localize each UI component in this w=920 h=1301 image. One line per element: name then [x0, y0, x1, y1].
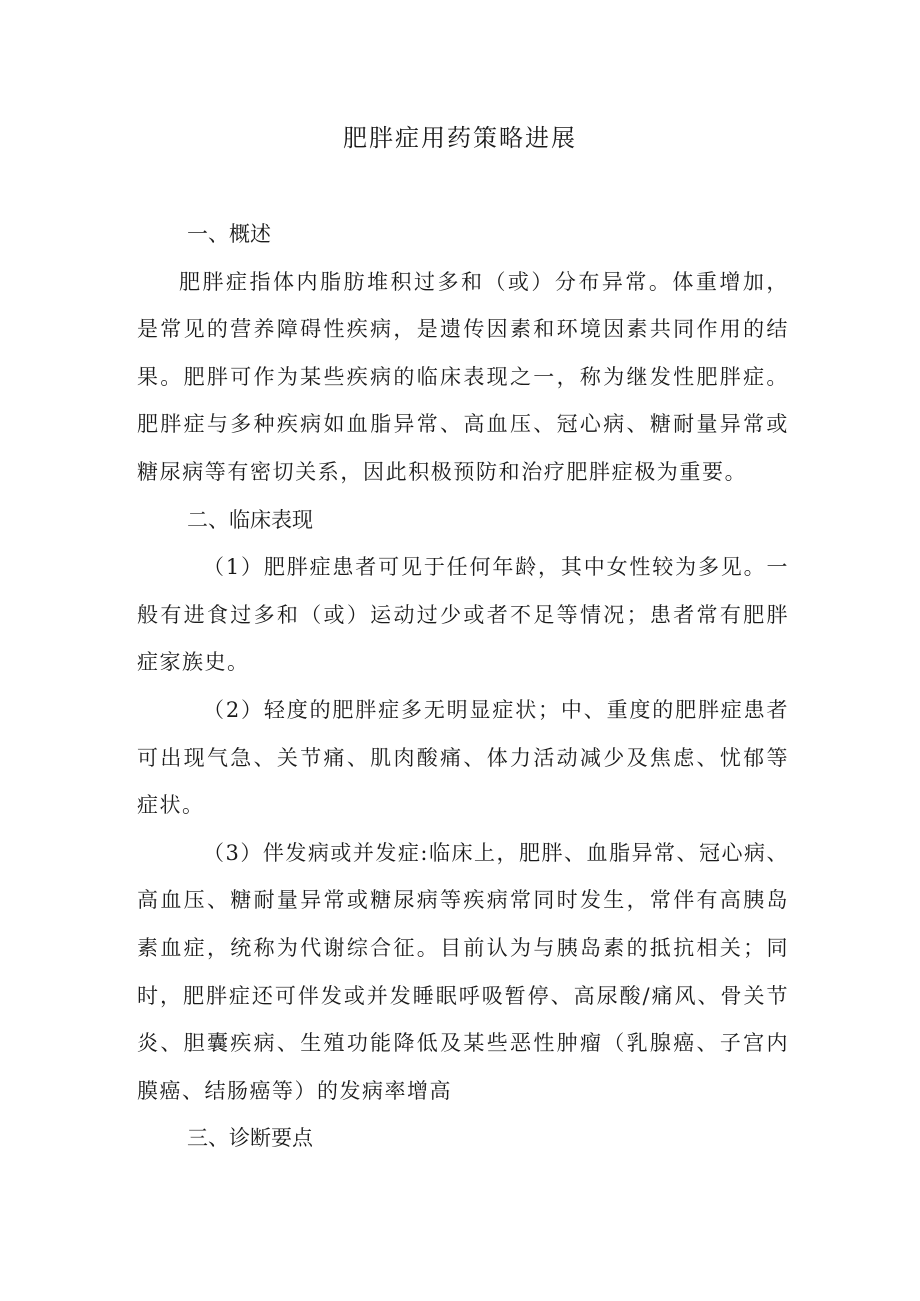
document-body [137, 211, 789, 1163]
document-title: 肥胖症用药策略进展 [343, 124, 577, 152]
overview-paragraph: 肥胖症指体内脂肪堆积过多和（或）分布异常。体重增加，是常见的营养障碍性疾病，是遗传因素和环境因素共同作用的结果。肥胖可作为某些疾病的临床表现之一，称为继发性肥胖症。肥胖症与多种疾病如血脂异常、高血压、冠心病、糖耐量异常或糖尿病等有密切关系，因此积极预防和治疗肥胖症极为重要。 [137, 269, 789, 484]
clinical-item-3: （3）伴发病或并发症:临床上，肥胖、血脂异常、冠心病、高血压、糖耐量异常或糖尿病等疾病常同时发生，常伴有高胰岛素血症，统称为代谢综合征。目前认为与胰岛素的抵抗相关；同时，肥胖症还可伴发或并发睡眠呼吸暂停、高尿酸/痛风、骨关节炎、胆囊疾病、生殖功能降低及某些恶性肿瘤（乳腺癌、子宫内膜癌、结肠癌等）的发病率增高 [137, 840, 789, 1103]
clinical-item-1: （1）肥胖症患者可见于任何年龄，其中女性较为多见。一般有进食过多和（或）运动过少或者不足等情况；患者常有肥胖症家族史。 [137, 555, 789, 675]
section-heading-diagnosis: 三、诊断要点 [187, 1126, 313, 1151]
clinical-item-2: （2）轻度的肥胖症多无明显症状；中、重度的肥胖症患者可出现气急、关节痛、肌肉酸痛、体力活动减少及焦虑、忧郁等症状。 [137, 697, 789, 818]
section-heading-overview: 一、概述 [187, 222, 271, 246]
section-heading-clinical: 二、临床表现 [187, 507, 313, 532]
